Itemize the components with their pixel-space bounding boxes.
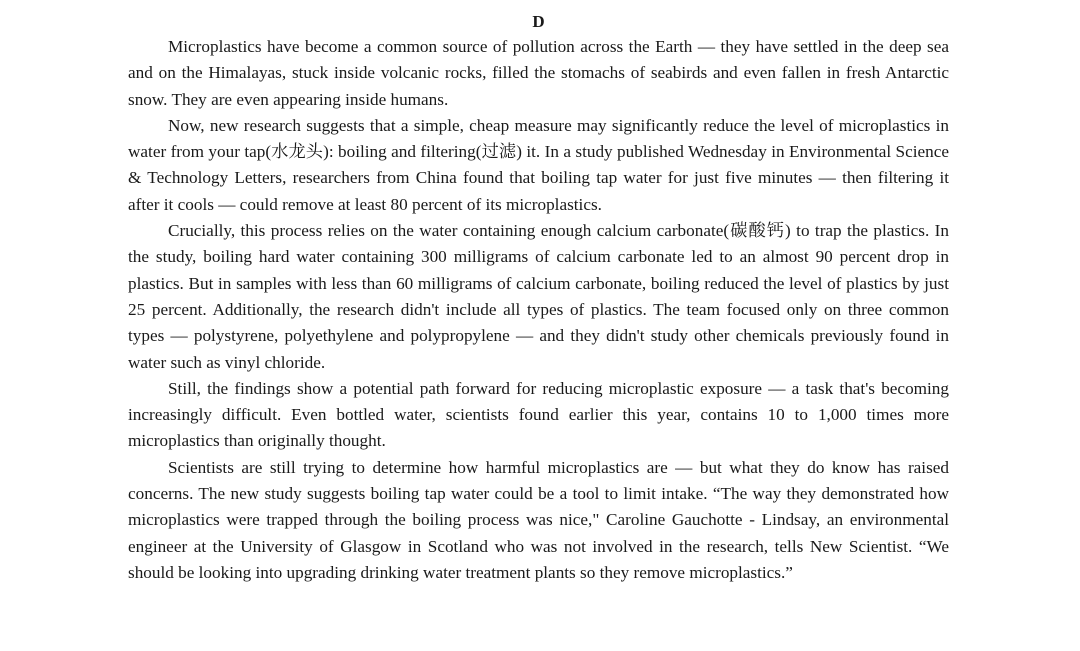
paragraph-2: Now, new research suggests that a simple, cheap measure may significantly reduce the level of microplastics in water from your tap(水龙头): boiling and filtering(过滤) it. In a study published Wednesday in Environmental Science & Technology Letters, researchers from China found that boiling tap water for just five minutes — then filtering it after it cools — could remove at least 80 percent of its microplastics. [128,115,949,214]
paragraph-4: Still, the findings show a potential path forward for reducing microplastic exposure — a task that's becoming increasingly difficult. Even bottled water, scientists found earlier this year, contains 10 to 1,000 times more microplastics than originally thought. [128,378,949,451]
passage-heading: D [532,12,545,31]
paragraph-1: Microplastics have become a common source of pollution across the Earth — they have settled in the deep sea and on the Himalayas, stuck inside volcanic rocks, filled the stomachs of seabirds and even fallen in fresh Antarctic snow. They are even appearing inside humans. [128,37,949,109]
paragraph-5: Scientists are still trying to determine how harmful microplastics are — but what they do know has raised concerns. The new study suggests boiling tap water could be a tool to limit intake. “The way they demonstrated how microplastics were trapped through the boiling process was nice," Caroline Gauchotte - Lindsay, an environmental engineer at the University of Glasgow in Scotland who was not involved in the research, tells New Scientist. “We should be looking into upgrading drinking water treatment plants so they remove microplastics.” [128,457,949,582]
passage [128,10,949,586]
paragraph-3: Crucially, this process relies on the water containing enough calcium carbonate(碳酸钙) to trap the plastics. In the study, boiling hard water containing 300 milligrams of calcium carbonate led to an almost 90 percent drop in plastics. But in samples with less than 60 milligrams of calcium carbonate, boiling reduced the level of plastics by just 25 percent. Additionally, the research didn't include all types of plastics. The team focused only on three common types — polystyrene, polyethylene and polypropylene — and they didn't study other chemicals previously found in water such as vinyl chloride. [128,221,949,372]
